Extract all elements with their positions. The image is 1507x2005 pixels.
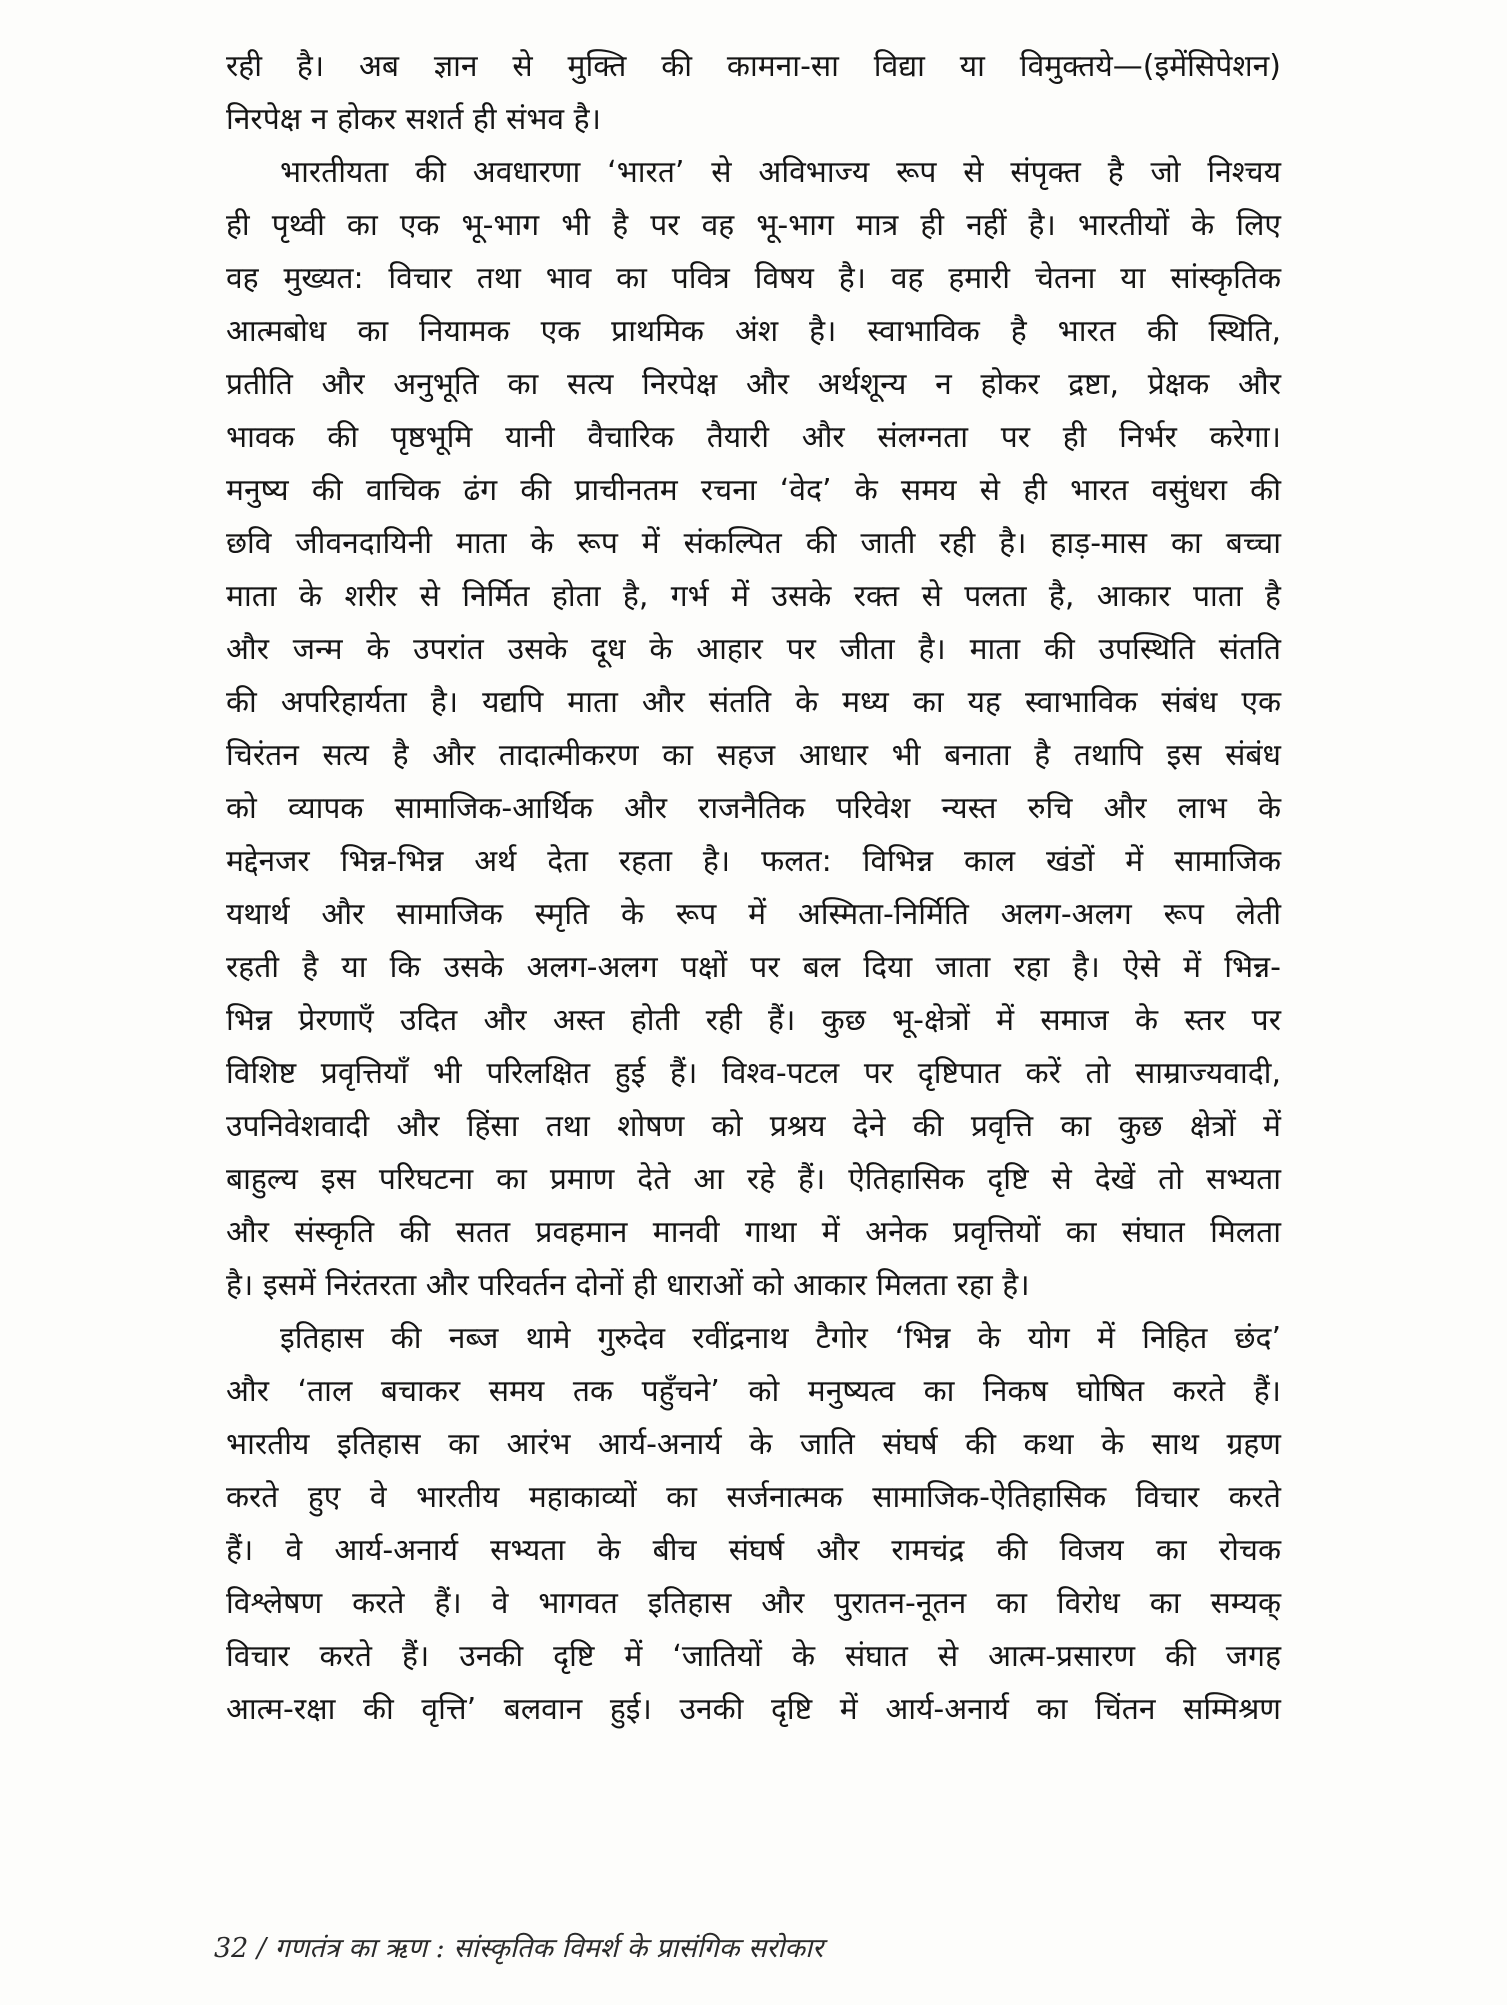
text-line: छवि जीवनदायिनी माता के रूप में संकल्पित की जाती रही है। हाड़-मास का बच्चा: [226, 526, 1281, 561]
text-line: और जन्म के उपरांत उसके दूध के आहार पर जीता है। माता की उपस्थिति संतति: [226, 632, 1281, 667]
text-line: आत्मबोध का नियामक एक प्राथमिक अंश है। स्वाभाविक है भारत की स्थिति,: [226, 314, 1281, 349]
text-line: रही है। अब ज्ञान से मुक्ति की कामना-सा विद्या या विमुक्तये—(इमेंसिपेशन): [226, 49, 1281, 84]
text-line: को व्यापक सामाजिक-आर्थिक और राजनैतिक परिवेश न्यस्त रुचि और लाभ के: [226, 791, 1281, 826]
text-line: निरपेक्ष न होकर सशर्त ही संभव है।: [226, 102, 601, 137]
text-line: चिरंतन सत्य है और तादात्मीकरण का सहज आधार भी बनाता है तथापि इस संबंध: [226, 738, 1281, 773]
text-line: है। इसमें निरंतरता और परिवर्तन दोनों ही धाराओं को आकार मिलता रहा है।: [226, 1268, 1030, 1303]
text-line: प्रतीति और अनुभूति का सत्य निरपेक्ष और अर्थशून्य न होकर द्रष्टा, प्रेक्षक और: [226, 367, 1281, 402]
text-line: भावक की पृष्ठभूमि यानी वैचारिक तैयारी और संलग्नता पर ही निर्भर करेगा।: [226, 420, 1281, 455]
text-line: इतिहास की नब्ज थामे गुरुदेव रवींद्रनाथ टैगोर ‘भिन्न के योग में निहित छंद’: [280, 1321, 1281, 1356]
text-line: विशिष्ट प्रवृत्तियाँ भी परिलक्षित हुई हैं। विश्व-पटल पर दृष्टिपात करें तो साम्राज्यवादी,: [226, 1056, 1281, 1091]
text-line: हैं। वे आर्य-अनार्य सभ्यता के बीच संघर्ष और रामचंद्र की विजय का रोचक: [226, 1533, 1281, 1568]
text-line: मनुष्य की वाचिक ढंग की प्राचीनतम रचना ‘वेद’ के समय से ही भारत वसुंधरा की: [226, 473, 1281, 508]
body-text: [226, 40, 1281, 1736]
text-line: करते हुए वे भारतीय महाकाव्यों का सर्जनात्मक सामाजिक-ऐतिहासिक विचार करते: [226, 1480, 1281, 1515]
text-line: यथार्थ और सामाजिक स्मृति के रूप में अस्मिता-निर्मिति अलग-अलग रूप लेती: [226, 897, 1281, 932]
text-line: भिन्न प्रेरणाएँ उदित और अस्त होती रही हैं। कुछ भू-क्षेत्रों में समाज के स्तर पर: [226, 1003, 1281, 1038]
text-line: आत्म-रक्षा की वृत्ति’ बलवान हुई। उनकी दृष्टि में आर्य-अनार्य का चिंतन सम्मिश्रण: [226, 1692, 1281, 1727]
text-line: भारतीयता की अवधारणा ‘भारत’ से अविभाज्य रूप से संपृक्त है जो निश्चय: [280, 155, 1281, 190]
text-line: की अपरिहार्यता है। यद्यपि माता और संतति के मध्य का यह स्वाभाविक संबंध एक: [226, 685, 1281, 720]
text-line: और ‘ताल बचाकर समय तक पहुँचने’ को मनुष्यत्व का निकष घोषित करते हैं।: [226, 1374, 1281, 1409]
text-line: विश्लेषण करते हैं। वे भागवत इतिहास और पुरातन-नूतन का विरोध का सम्यक्: [226, 1586, 1281, 1621]
text-line: वह मुख्यत: विचार तथा भाव का पवित्र विषय है। वह हमारी चेतना या सांस्कृतिक: [226, 261, 1281, 296]
text-line: भारतीय इतिहास का आरंभ आर्य-अनार्य के जाति संघर्ष की कथा के साथ ग्रहण: [226, 1427, 1281, 1462]
text-line: विचार करते हैं। उनकी दृष्टि में ‘जातियों के संघात से आत्म-प्रसारण की जगह: [226, 1639, 1281, 1674]
text-line: माता के शरीर से निर्मित होता है, गर्भ में उसके रक्त से पलता है, आकार पाता है: [226, 579, 1281, 614]
text-line: रहती है या कि उसके अलग-अलग पक्षों पर बल दिया जाता रहा है। ऐसे में भिन्न-: [226, 950, 1281, 985]
text-line: ही पृथ्वी का एक भू-भाग भी है पर वह भू-भाग मात्र ही नहीं है। भारतीयों के लिए: [226, 208, 1281, 243]
text-line: और संस्कृति की सतत प्रवहमान मानवी गाथा में अनेक प्रवृत्तियों का संघात मिलता: [226, 1215, 1281, 1250]
text-line: बाहुल्य इस परिघटना का प्रमाण देते आ रहे हैं। ऐतिहासिक दृष्टि से देखें तो सभ्यता: [226, 1162, 1281, 1197]
page-footer: 32 / गणतंत्र का ऋण : सांस्कृतिक विमर्श के प्रासंगिक सरोकार: [214, 1933, 824, 1964]
text-line: मद्देनजर भिन्न-भिन्न अर्थ देता रहता है। फलत: विभिन्न काल खंडों में सामाजिक: [226, 844, 1281, 879]
text-line: उपनिवेशवादी और हिंसा तथा शोषण को प्रश्रय देने की प्रवृत्ति का कुछ क्षेत्रों में: [226, 1109, 1281, 1144]
